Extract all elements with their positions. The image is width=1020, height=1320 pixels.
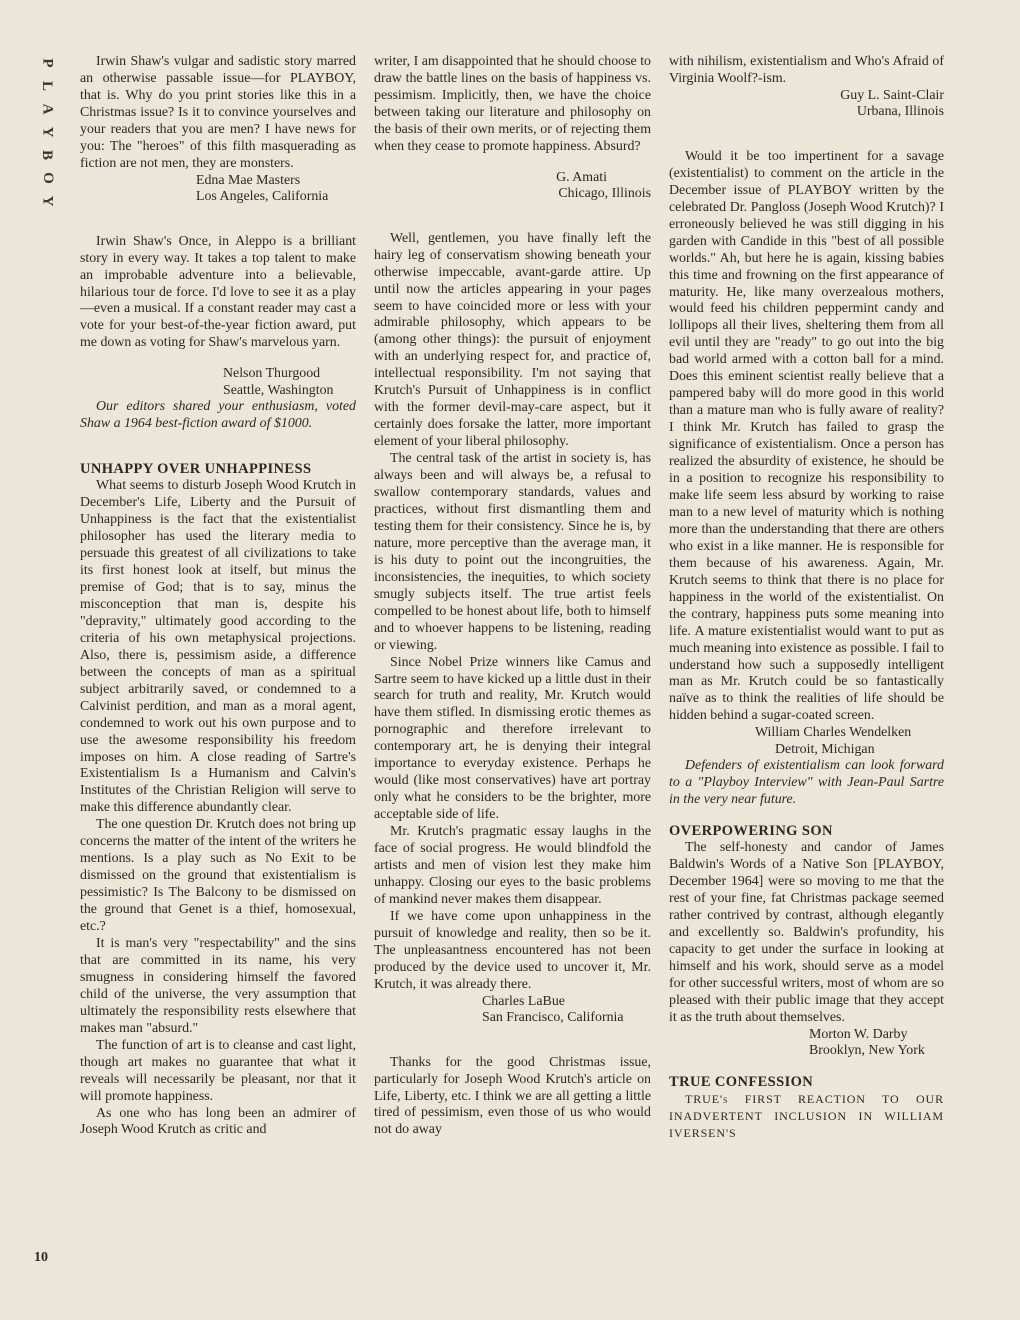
column-2 (374, 54, 651, 1139)
letter-paragraph: Well, gentlemen, you have finally left the hairy leg of conservatism showing beneath your otherwise impeccable, avant-garde attire. Up until now the articles appearing in your pages seem to have coincided more or less with your admirable philosophy, which appears to be (among other things): the pursuit of enjoyment with an underlying respect for, and practice of, intellectual responsibility. I'm not saying that Krutch's Pursuit of Unhappiness is in conflict with the former devil-may-care aspect, but it certainly does forsake the latter, more important element of your liberal philosophy. (374, 230, 651, 450)
letter-paragraph: It is man's very "respectability" and the sins that are committed in its name, his very smugness in considering himself the favored child of the universe, the very assumption that ultimately the responsibility rests elsewhere that makes man "absurd." (80, 935, 356, 1036)
column-3 (669, 54, 944, 1142)
letter-paragraph: Since Nobel Prize winners like Camus and Sartre seem to have kicked up a little dust in their search for truth and reality, Mr. Krutch would have them stifled. In dismissing erotic themes as pornographic and therefore irrelevant to contemporary art, he is denying their integral importance to everyday existence. Perhaps he would (like most conservatives) have art portray only what he considers to be the brighter, more acceptable side of life. (374, 654, 651, 823)
signature-name: William Charles Wendelken (755, 725, 912, 741)
logo-letter: Y (39, 195, 56, 208)
letter-paragraph: Mr. Krutch's pragmatic essay laughs in the face of social progress. He would blindfold the artists and men of vision lest they make him unhappy. Closing our eyes to the basic problems of mankind never makes them disappear. (374, 824, 651, 907)
section-heading: UNHAPPY OVER UNHAPPINESS (80, 461, 312, 478)
signature-name: Morton W. Darby (809, 1026, 908, 1042)
letter-paragraph: The self-honesty and candor of James Baldwin's Words of a Native Son [PLAYBOY, December 1964] were so moving to me that the rest of your fine, fat Christmas package seemed rather contrived by contrast, although elegantly and excellently so. Baldwin's profundity, his capacity to get under the surface in looking at himself and his work, should serve as a model for other successful writers, most of whom are so pleased with their public image that they accept it as the truth about themselves. (669, 840, 944, 1025)
letter-paragraph: As one who has long been an admirer of Joseph Wood Krutch as critic and (80, 1105, 356, 1138)
signature-name: Edna Mae Masters (196, 172, 301, 188)
letter-paragraph: with nihilism, existentialism and Who's Afraid of Virginia Woolf?-ism. (669, 54, 944, 86)
signature (374, 170, 651, 203)
page-number: 10 (34, 1250, 48, 1265)
signature (669, 88, 944, 121)
editor-reply: Defenders of existentialism can look forward to a "Playboy Interview" with Jean-Paul Sartre in the very near future. (669, 758, 944, 808)
signature-place: Los Angeles, California (196, 189, 329, 205)
section-heading: OVERPOWERING SON (669, 823, 833, 840)
signature (80, 366, 356, 399)
signature (80, 173, 356, 206)
letter-paragraph: Thanks for the good Christmas issue, particularly for Joseph Wood Krutch's article on Life, Liberty, etc. I think we are all getting a little tired of pessimism, even those of us who would not do away (374, 1054, 651, 1138)
signature-place: Urbana, Illinois (856, 104, 944, 120)
signature-name: Charles LaBue (482, 993, 565, 1009)
section-heading: TRUE CONFESSION (669, 1073, 814, 1090)
logo-letter: O (39, 172, 56, 185)
side-logo (36, 52, 58, 213)
signature (374, 994, 651, 1027)
logo-letter: B (39, 149, 56, 162)
logo-letter: Y (39, 126, 56, 139)
signature-name: G. Amati (556, 169, 607, 185)
letter-paragraph: Irwin Shaw's Once, in Aleppo is a brilliant story in every way. It takes a top talent to make an improbable adventure into a believable, hilarious tour de force. I'd love to see it as a play—even a musical. If a constant reader may cast a vote for your best-of-the-year fiction award, put me down as voting for Shaw's marvelous yarn. (80, 233, 356, 351)
column-1 (80, 54, 356, 1139)
logo-letter: L (39, 80, 56, 93)
letter-paragraph: If we have come upon unhappiness in the pursuit of knowledge and reality, then so be it. The unpleasantness encountered has not been produced by the device used to uncover it, Mr. Krutch, it was already there. (374, 908, 651, 992)
signature-name: Nelson Thurgood (223, 366, 321, 382)
letter-paragraph: The central task of the artist in society is, has always been and will always be, a refusal to swallow contemporary standards, values and practices, without first dismantling them and testing them for their consistency. Since he is, by nature, more perceptive than the average man, it is his duty to point out the incongruities, the inconsistencies, the inequities, to which society smugly subjects itself. The true artist feels compelled to be honest about life, both to himself and to whoever happens to be listening, reading or viewing. (374, 451, 651, 653)
letter-paragraph: TRUE's FIRST REACTION TO OUR INADVERTENT INCLUSION IN WILLIAM IVERSEN'S (669, 1091, 944, 1140)
signature (669, 1027, 944, 1060)
letter-paragraph: What seems to disturb Joseph Wood Krutch in December's Life, Liberty and the Pursuit of Unhappiness is the fact that the existentialist philosopher has used the literary media to persuade this greatest of all civilizations to take its first honest look at itself, but minus the premise of God; that is to say, minus the misconception that man is, despite his "depravity," ultimately good according to the criteria of his own metaphysical projections. Also, there is, pessimism aside, a difference between the concepts of man as a spiritual subject arbitrarily saved, or condemned to a Calvinist perdition, and man as a moral agent, condemned to work out his own purpose and to use the awesome responsibility his freedom imposes on him. A close reading of Sartre's Existentialism Is a Humanism and Calvin's Institutes of the Christian Religion will serve to make this difference abundantly clear. (80, 478, 356, 816)
signature-place: Brooklyn, New York (809, 1043, 925, 1059)
letter-paragraph: The function of art is to cleanse and cast light, though art makes no guarantee that what it reveals will necessarily be pleasant, nor that it will promote happiness. (80, 1037, 356, 1104)
letter-paragraph: The one question Dr. Krutch does not bring up concerns the matter of the intent of the writers he mentions. Is a play such as No Exit to be dismissed on the ground that existentialism is pessimistic? Is The Balcony to be dismissed on the ground that Genet is a thief, homosexual, etc.? (80, 817, 356, 935)
letter-paragraph: Would it be too impertinent for a savage (existentialist) to comment on the article in the December issue of PLAYBOY written by the celebrated Dr. Pangloss (Joseph Wood Krutch)? I erroneously believed he was still digging in his garden with Candide in this "best of all possible worlds." Ah, but here he is again, kissing babies this time and frowning on the first appearance of maturity. He, like many overzealous mothers, would feed his children peppermint candy and lollipops all their lives, sheltering them from all evil until they are "ready" to go out into the big bad world armed with a cotton ball for a mind. Does this eminent scientist really believe that a pampered baby will do more good in this world than a mature man who is fully aware of reality? I think Mr. Krutch has failed to grasp the significance of existentialism. Once a person has realized the absurdity of existence, he should be in a position to recognize his responsibility to make life seem less absurd by working to raise man to a new level of maturity which is nothing more than the understanding that there are others who exist in a like manner. He is responsible for them because of his awareness. Again, Mr. Krutch seems to think that there is no place for happiness in the world of the existentialist. On the contrary, happiness puts some meaning into life. A mature existentialist would want to put as much meaning into existence as possible. I fail to understand how such a supposedly intelligent man as Mr. Krutch could be so fantastically naïve as to think the realities of life should be hidden behind a sugar-coated screen. (669, 148, 944, 724)
editor-reply: Our editors shared your enthusiasm, voted Shaw a 1964 best-fiction award of $1000. (80, 399, 356, 432)
logo-letter: P (39, 58, 56, 69)
signature-place: Detroit, Michigan (775, 741, 875, 757)
logo-letter: A (39, 103, 56, 116)
signature-place: Seattle, Washington (223, 382, 334, 398)
signature (669, 725, 944, 758)
signature-place: San Francisco, California (482, 1010, 624, 1026)
letter-paragraph: writer, I am disappointed that he should choose to draw the battle lines on the basis of happiness vs. pessimism. Implicitly, then, we have the choice between taking our literature and philosophy on the basis of their own merits, or of rejecting them when they cease to promote happiness. Absurd? (374, 54, 651, 154)
letter-paragraph: Irwin Shaw's vulgar and sadistic story marred an otherwise passable issue—for PLAYBOY, that is. Why do you print stories like this in a Christmas issue? Is it to convince yourselves and your readers that you are men? I have news for you: The "heroes" of this filth masquerading as fiction are not men, they are monsters. (80, 54, 356, 171)
signature-place: Chicago, Illinois (558, 186, 651, 202)
signature-name: Guy L. Saint-Clair (840, 87, 944, 103)
